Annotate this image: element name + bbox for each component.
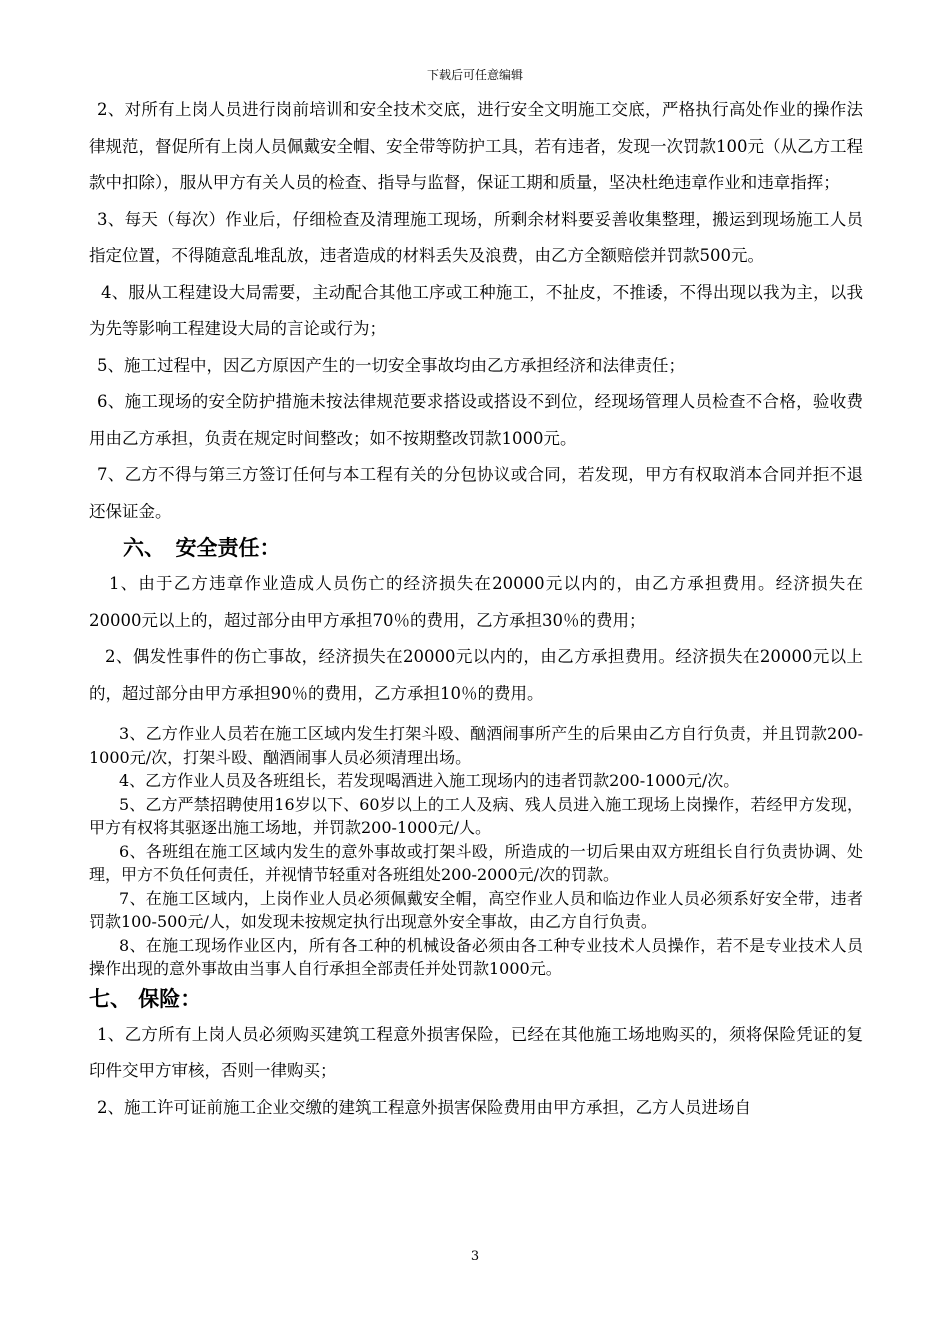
safety-clause-6: 6、各班组在施工区域内发生的意外事故或打架斗殴，所造成的一切后果由双方班组长自行负责协调、处理，甲方不负任何责任，并视情节轻重对各班组处200-2000元/次的罚款。 xyxy=(89,841,863,884)
safety-clause-2: 2、偶发性事件的伤亡事故，经济损失在20000元以内的，由乙方承担费用。经济损失在20000元以上的，超过部分由甲方承担90％的费用，乙方承担10％的费用。 xyxy=(89,647,863,703)
document-body xyxy=(89,92,863,1126)
clause-4: 4、服从工程建设大局需要，主动配合其他工序或工种施工，不扯皮，不推诿，不得出现以我为主，以我为先等影响工程建设大局的言论或行为； xyxy=(89,282,863,338)
page-number: 3 xyxy=(470,1249,480,1264)
safety-clause-8: 8、在施工现场作业区内，所有各工种的机械设备必须由各工种专业技术人员操作，若不是专业技术人员操作出现的意外事故由当事人自行承担全部责任并处罚款1000元。 xyxy=(89,935,863,978)
section-6-heading: 六、 安全责任： xyxy=(123,536,281,560)
safety-clause-3: 3、乙方作业人员若在施工区域内发生打架斗殴、酗酒闹事所产生的后果由乙方自行负责，并且罚款200-1000元/次，打架斗殴、酗酒闹事人员必须清理出场。 xyxy=(89,724,863,767)
clause-3: 3、每天（每次）作业后，仔细检查及清理施工现场，所剩余材料要妥善收集整理，搬运到现场施工人员指定位置，不得随意乱堆乱放，违者造成的材料丢失及浪费，由乙方全额赔偿并罚款500元。 xyxy=(89,209,863,265)
safety-clause-1: 1、由于乙方违章作业造成人员伤亡的经济损失在20000元以内的，由乙方承担费用。经济损失在20000元以上的，超过部分由甲方承担70％的费用，乙方承担30％的费用； xyxy=(89,574,863,630)
page-header-note: 下载后可任意编辑 xyxy=(426,68,523,82)
insurance-clause-1: 1、乙方所有上岗人员必须购买建筑工程意外损害保险，已经在其他施工场地购买的，须将保险凭证的复印件交甲方审核，否则一律购买； xyxy=(89,1024,863,1080)
clause-6: 6、施工现场的安全防护措施未按法律规范要求搭设或搭设不到位，经现场管理人员检查不合格，验收费用由乙方承担，负责在规定时间整改；如不按期整改罚款1000元。 xyxy=(89,392,863,448)
safety-clause-5: 5、乙方严禁招聘使用16岁以下、60岁以上的工人及病、残人员进入施工现场上岗操作，若经甲方发现，甲方有权将其驱逐出施工场地，并罚款200-1000元/人。 xyxy=(89,794,863,837)
clause-7: 7、乙方不得与第三方签订任何与本工程有关的分包协议或合同，若发现，甲方有权取消本合同并拒不退还保证金。 xyxy=(89,465,863,521)
section-7-heading: 七、 保险： xyxy=(89,986,202,1011)
safety-clause-4: 4、乙方作业人员及各班组长，若发现喝酒进入施工现场内的违者罚款200-1000元/次。 xyxy=(119,771,740,790)
insurance-clause-2: 2、施工许可证前施工企业交缴的建筑工程意外损害保险费用由甲方承担，乙方人员进场自 xyxy=(97,1097,751,1117)
clause-2: 2、对所有上岗人员进行岗前培训和安全技术交底，进行安全文明施工交底，严格执行高处作业的操作法律规范，督促所有上岗人员佩戴安全帽、安全带等防护工具，若有违者，发现一次罚款100元（从乙方工程款中扣除），服从甲方有关人员的检查、指导与监督，保证工期和质量，坚决杜绝违章作业和违章指挥； xyxy=(89,100,863,192)
clause-5: 5、施工过程中，因乙方原因产生的一切安全事故均由乙方承担经济和法律责任； xyxy=(97,355,685,375)
safety-clause-7: 7、在施工区域内，上岗作业人员必须佩戴安全帽，高空作业人员和临边作业人员必须系好安全带，违者罚款100-500元/人，如发现未按规定执行出现意外安全事故，由乙方自行负责。 xyxy=(89,888,863,931)
